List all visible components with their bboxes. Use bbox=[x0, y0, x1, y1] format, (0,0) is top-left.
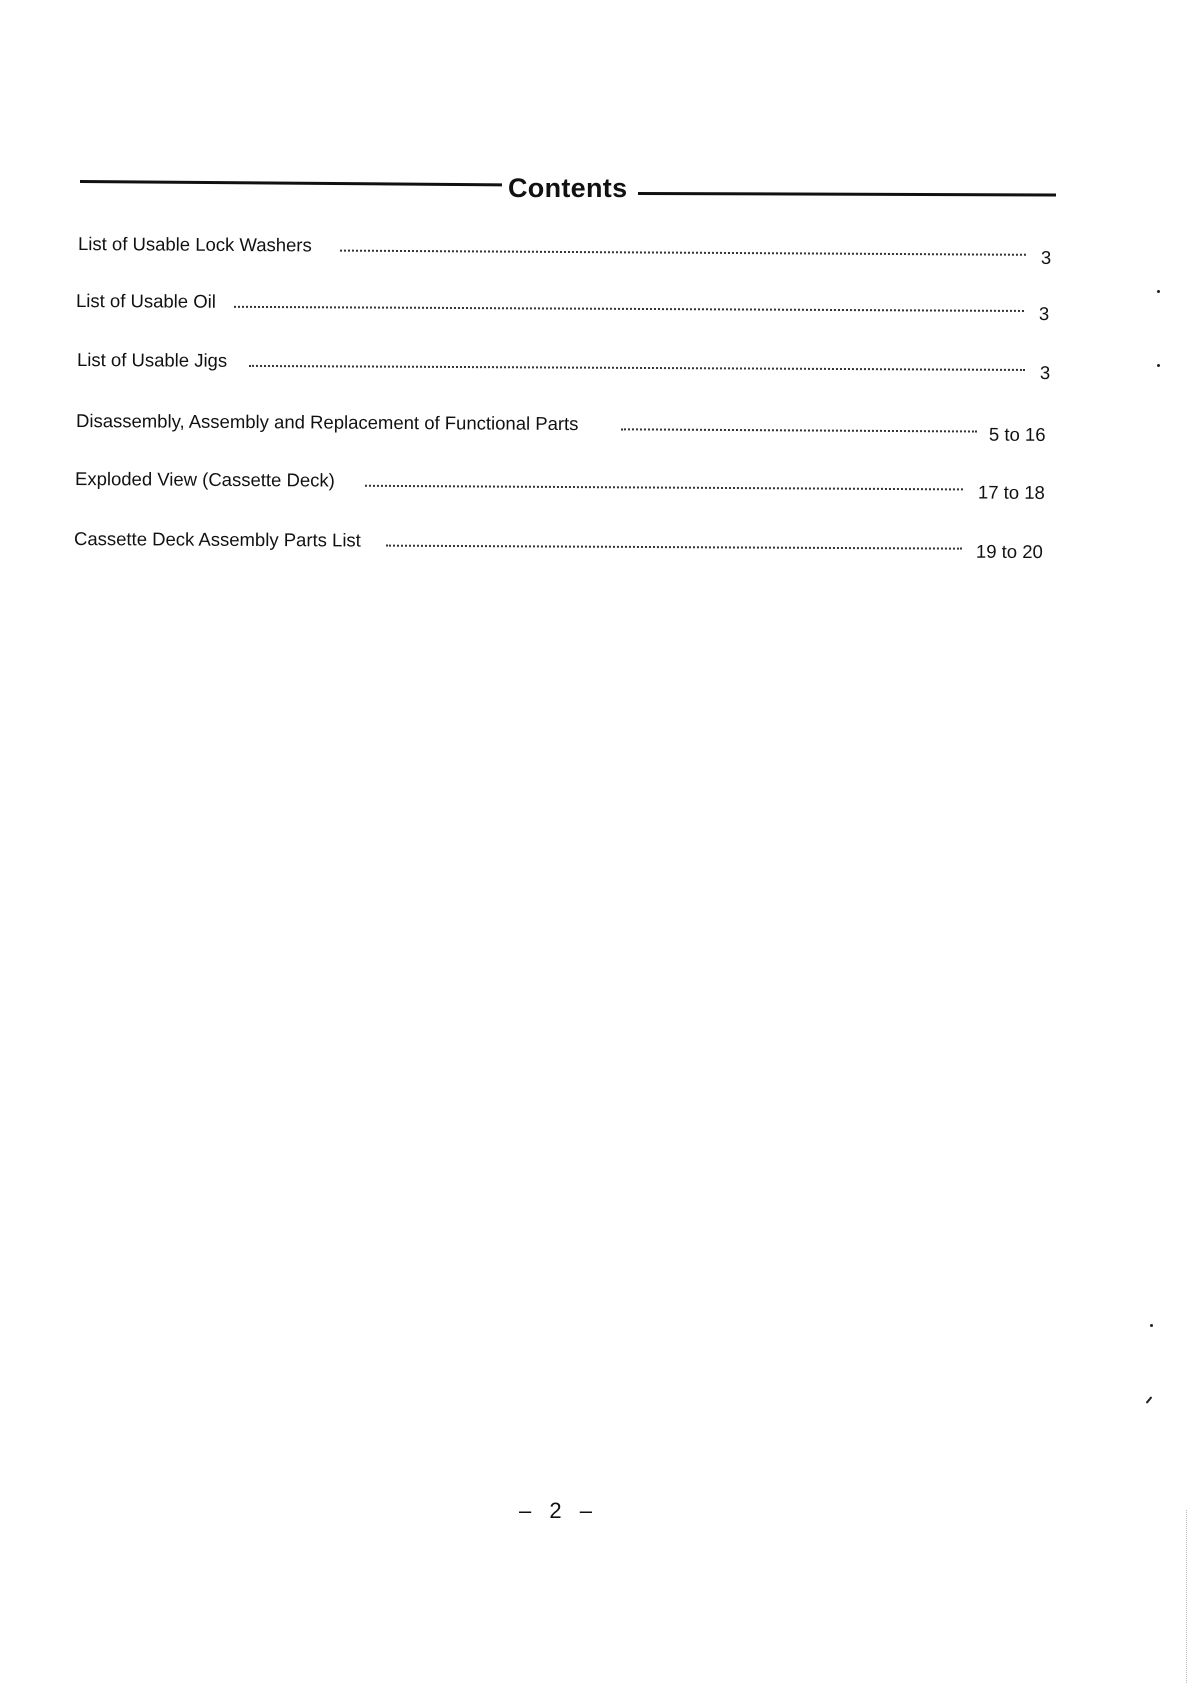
heading-rule-right bbox=[638, 192, 1056, 196]
scan-edge bbox=[1186, 1510, 1188, 1683]
toc-entry-page: 3 bbox=[1040, 246, 1052, 268]
dot-leader bbox=[234, 298, 1024, 312]
toc-entry-label: Disassembly, Assembly and Replacement of Functional Parts bbox=[75, 410, 579, 435]
scan-speck bbox=[1146, 1396, 1153, 1403]
toc-entry-page: 3 bbox=[1038, 303, 1050, 325]
page-title: Contents bbox=[508, 173, 628, 203]
scan-speck bbox=[1150, 1324, 1153, 1327]
contents-heading bbox=[78, 172, 1058, 212]
dot-leader bbox=[249, 357, 1025, 371]
toc-entry-lock-washers bbox=[77, 233, 1053, 268]
scan-speck bbox=[1157, 290, 1160, 293]
scan-speck bbox=[1157, 364, 1160, 367]
toc-entry-parts-list bbox=[73, 528, 1049, 563]
toc-entry-page: 5 to 16 bbox=[988, 423, 1046, 445]
toc-entry-page: 17 to 18 bbox=[977, 481, 1045, 503]
toc-entry-disassembly bbox=[75, 410, 1051, 445]
toc-entry-label: Exploded View (Cassette Deck) bbox=[74, 468, 335, 491]
heading-rule-left bbox=[80, 180, 502, 186]
toc-entry-label: List of Usable Jigs bbox=[76, 349, 228, 371]
toc-entry-page: 19 to 20 bbox=[975, 540, 1043, 563]
toc-entry-label: List of Usable Oil bbox=[75, 290, 216, 312]
toc-entry-label: List of Usable Lock Washers bbox=[77, 233, 312, 256]
dot-leader bbox=[365, 477, 963, 491]
page-number: – 2 – bbox=[519, 1498, 598, 1523]
dot-leader bbox=[621, 420, 977, 432]
toc-entry-label: Cassette Deck Assembly Parts List bbox=[73, 528, 361, 551]
toc-entry-oil bbox=[75, 290, 1051, 325]
dot-leader bbox=[386, 537, 962, 550]
dot-leader bbox=[340, 242, 1026, 256]
toc-entry-jigs bbox=[76, 349, 1052, 384]
toc-entry-exploded-view bbox=[74, 468, 1050, 503]
toc-entry-page: 3 bbox=[1039, 362, 1051, 384]
